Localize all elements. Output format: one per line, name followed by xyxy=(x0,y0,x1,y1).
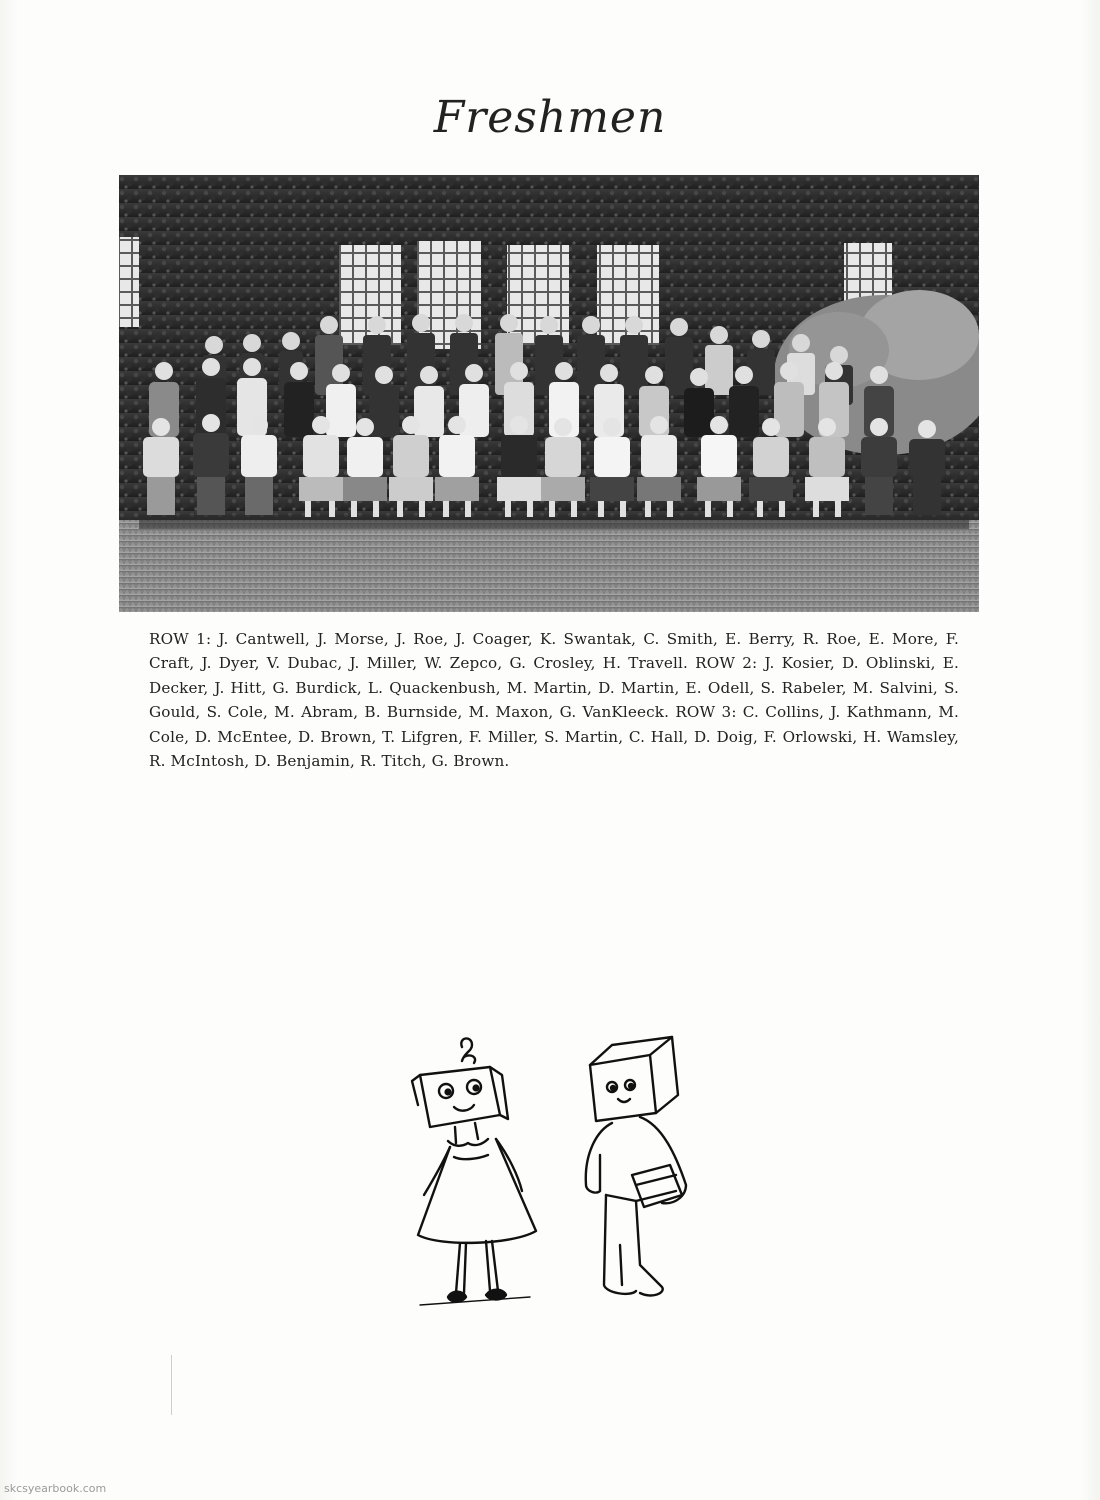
girl-figure xyxy=(412,1038,536,1305)
boy-figure xyxy=(586,1037,686,1295)
photo-caption: ROW 1: J. Cantwell, J. Morse, J. Roe, J. Coager, K. Swantak, C. Smith, E. Berry, R. Roe, E. More, F. Craft, J. Dyer, V. Dubac, J. Miller, W. Zepco, G. Crosley, H. Travell. ROW 2: J. Kosier, D. Oblinski, E. Decker, J. Hitt, G. Burdick, L. Quackenbush, M. Martin, D. Martin, E. Odell, S. Rabeler, M. Salvini, S. Gould, S. Cole, M. Abram, B. Burnside, M. Maxon, G. VanKleeck. ROW 3: C. Collins, J. Kathmann, M. Cole, D. McEntee, D. Brown, T. Lifgren, F. Miller, S. Martin, C. Hall, D. Doig, F. Orlowski, H. Wamsley, R. McIntosh, D. Benjamin, R. Titch, G. Brown. xyxy=(149,630,959,771)
cartoon-illustration xyxy=(400,1035,700,1325)
watermark: skcsyearbook.com xyxy=(4,1482,107,1495)
margin-mark xyxy=(171,1355,172,1415)
page-title: Freshmen xyxy=(433,92,667,143)
class-photo xyxy=(119,175,979,612)
